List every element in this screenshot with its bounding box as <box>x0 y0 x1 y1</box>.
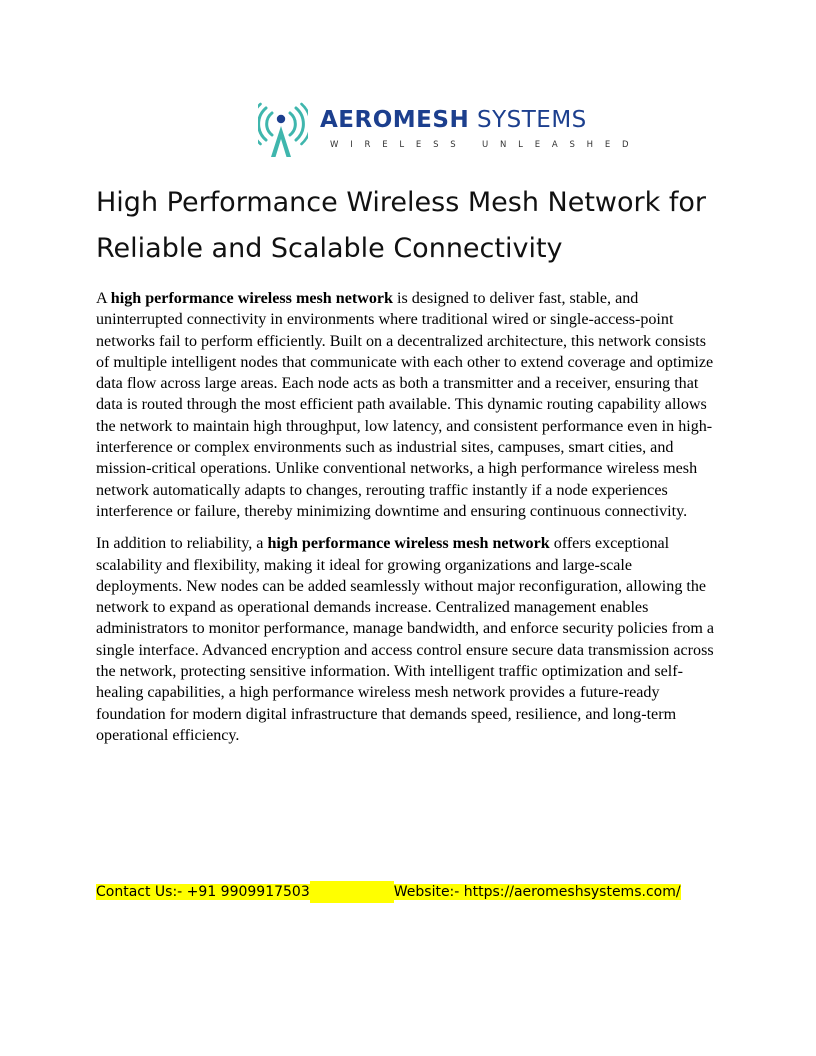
page-title: High Performance Wireless Mesh Network for Reliable and Scalable Connectivity <box>96 187 706 264</box>
logo-wordmark <box>320 109 587 132</box>
keyword-highlight: high performance wireless mesh network <box>267 535 550 553</box>
paragraph-text: offers exceptional scalability and flexibility, making it ideal for growing organizations and large-scale deployments. New nodes can be added seamlessly without major reconfiguration, allowing the network to expand as operational demands increase. Centralized management enables administrators to monitor performance, manage bandwidth, and enforce security policies from a single interface. Advanced encryption and access control ensure secure data transmission across the network, protecting sensitive information. With intelligent traffic optimization and self-healing capabilities, a high performance wireless mesh network provides a future-ready foundation for modern digital infrastructure that demands speed, resilience, and long-term operational efficiency. <box>96 535 715 744</box>
logo-brand-secondary: SYSTEMS <box>477 107 587 133</box>
paragraph-lead: In addition to reliability, a <box>96 535 268 553</box>
antenna-signal-icon <box>258 102 308 158</box>
contact-website: Website:- https://aeromeshsystems.com/ <box>393 884 681 900</box>
logo-tagline: WIRELESS UNLEASHED <box>330 140 641 150</box>
keyword-highlight: high performance wireless mesh network <box>110 290 393 307</box>
paragraph-scalability <box>96 533 718 746</box>
logo-brand-primary: AEROMESH <box>320 107 470 133</box>
paragraph-lead: A <box>96 290 111 307</box>
highlight-gap <box>310 881 394 903</box>
paragraph-text: is designed to deliver fast, stable, and uninterrupted connectivity in environments where traditional wired or single-access-point networks fail to perform efficiently. Built on a decentralized architecture, this network consists of multiple intelligent nodes that communicate with each other to extend coverage and optimize data flow across large areas. Each node acts as both a transmitter and a receiver, ensuring that data is routed through the most efficient path available. This dynamic routing capability allows the network to maintain high throughput, low latency, and consistent performance even in high-interference or complex environments such as industrial sites, campuses, smart cities, and mission-critical operations. Unlike conventional networks, a high performance wireless mesh network automatically adapts to changes, rerouting traffic instantly if a node experiences interference or failure, thereby minimizing downtime and ensuring continuous connectivity. <box>96 290 714 520</box>
company-logo <box>258 102 641 158</box>
contact-footer <box>96 881 718 903</box>
contact-phone: Contact Us:- +91 9909917503 <box>96 884 310 900</box>
article-body <box>96 288 718 757</box>
paragraph-reliability <box>96 288 718 522</box>
